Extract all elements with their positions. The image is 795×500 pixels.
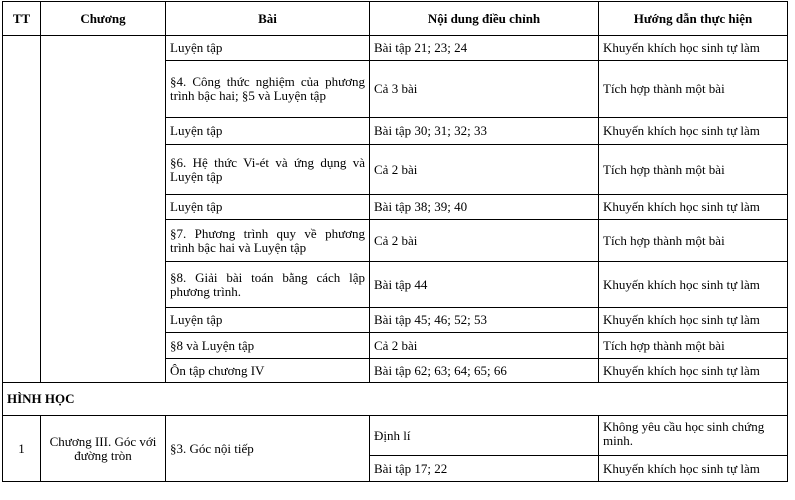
- bai-cell: §8. Giải bài toán bằng cách lập phương trình.: [166, 262, 370, 308]
- noidung-cell: Bài tập 38; 39; 40: [370, 195, 599, 220]
- huongdan-cell: Tích hợp thành một bài: [599, 333, 788, 359]
- noidung-cell: Bài tập 44: [370, 262, 599, 308]
- bai-cell: Ôn tập chương IV: [166, 359, 370, 383]
- bai-cell: Luyện tập: [166, 36, 370, 61]
- tt-cell-empty: [3, 36, 41, 383]
- header-chuong: Chương: [41, 2, 166, 36]
- header-huongdan: Hướng dẫn thực hiện: [599, 2, 788, 36]
- table-row: [3, 416, 788, 456]
- bai-cell: §6. Hệ thức Vi-ét và ứng dụng và Luyện tập: [166, 145, 370, 195]
- noidung-cell: Cả 2 bài: [370, 220, 599, 262]
- table-row: [3, 36, 788, 61]
- huongdan-cell: Khuyến khích học sinh tự làm: [599, 359, 788, 383]
- bai-cell: §3. Góc nội tiếp: [166, 416, 370, 482]
- chuong-cell: Chương III. Góc với đường tròn: [41, 416, 166, 482]
- tt-cell: 1: [3, 416, 41, 482]
- bai-cell: Luyện tập: [166, 195, 370, 220]
- noidung-cell: Bài tập 17; 22: [370, 456, 599, 482]
- bai-cell: §7. Phương trình quy về phương trình bậc hai và Luyện tập: [166, 220, 370, 262]
- huongdan-cell: Khuyến khích học sinh tự làm: [599, 456, 788, 482]
- huongdan-cell: Không yêu cầu học sinh chứng minh.: [599, 416, 788, 456]
- bai-cell: Luyện tập: [166, 118, 370, 145]
- huongdan-cell: Khuyến khích học sinh tự làm: [599, 118, 788, 145]
- noidung-cell: Bài tập 21; 23; 24: [370, 36, 599, 61]
- section-title: HÌNH HỌC: [3, 383, 788, 416]
- huongdan-cell: Khuyến khích học sinh tự làm: [599, 262, 788, 308]
- noidung-cell: Định lí: [370, 416, 599, 456]
- header-tt: TT: [3, 2, 41, 36]
- huongdan-cell: Tích hợp thành một bài: [599, 61, 788, 118]
- noidung-cell: Bài tập 45; 46; 52; 53: [370, 308, 599, 333]
- huongdan-cell: Khuyến khích học sinh tự làm: [599, 195, 788, 220]
- noidung-cell: Bài tập 62; 63; 64; 65; 66: [370, 359, 599, 383]
- header-bai: Bài: [166, 2, 370, 36]
- section-row: [3, 383, 788, 416]
- huongdan-cell: Tích hợp thành một bài: [599, 220, 788, 262]
- bai-cell: §4. Công thức nghiệm của phương trình bậc hai; §5 và Luyện tập: [166, 61, 370, 118]
- huongdan-cell: Khuyến khích học sinh tự làm: [599, 308, 788, 333]
- header-noidung: Nội dung điều chỉnh: [370, 2, 599, 36]
- bai-cell: §8 và Luyện tập: [166, 333, 370, 359]
- huongdan-cell: Khuyến khích học sinh tự làm: [599, 36, 788, 61]
- noidung-cell: Bài tập 30; 31; 32; 33: [370, 118, 599, 145]
- huongdan-cell: Tích hợp thành một bài: [599, 145, 788, 195]
- chuong-cell-empty: [41, 36, 166, 383]
- adjustment-table: [2, 1, 788, 482]
- noidung-cell: Cả 3 bài: [370, 61, 599, 118]
- header-row: [3, 2, 788, 36]
- noidung-cell: Cả 2 bài: [370, 333, 599, 359]
- bai-cell: Luyện tập: [166, 308, 370, 333]
- noidung-cell: Cả 2 bài: [370, 145, 599, 195]
